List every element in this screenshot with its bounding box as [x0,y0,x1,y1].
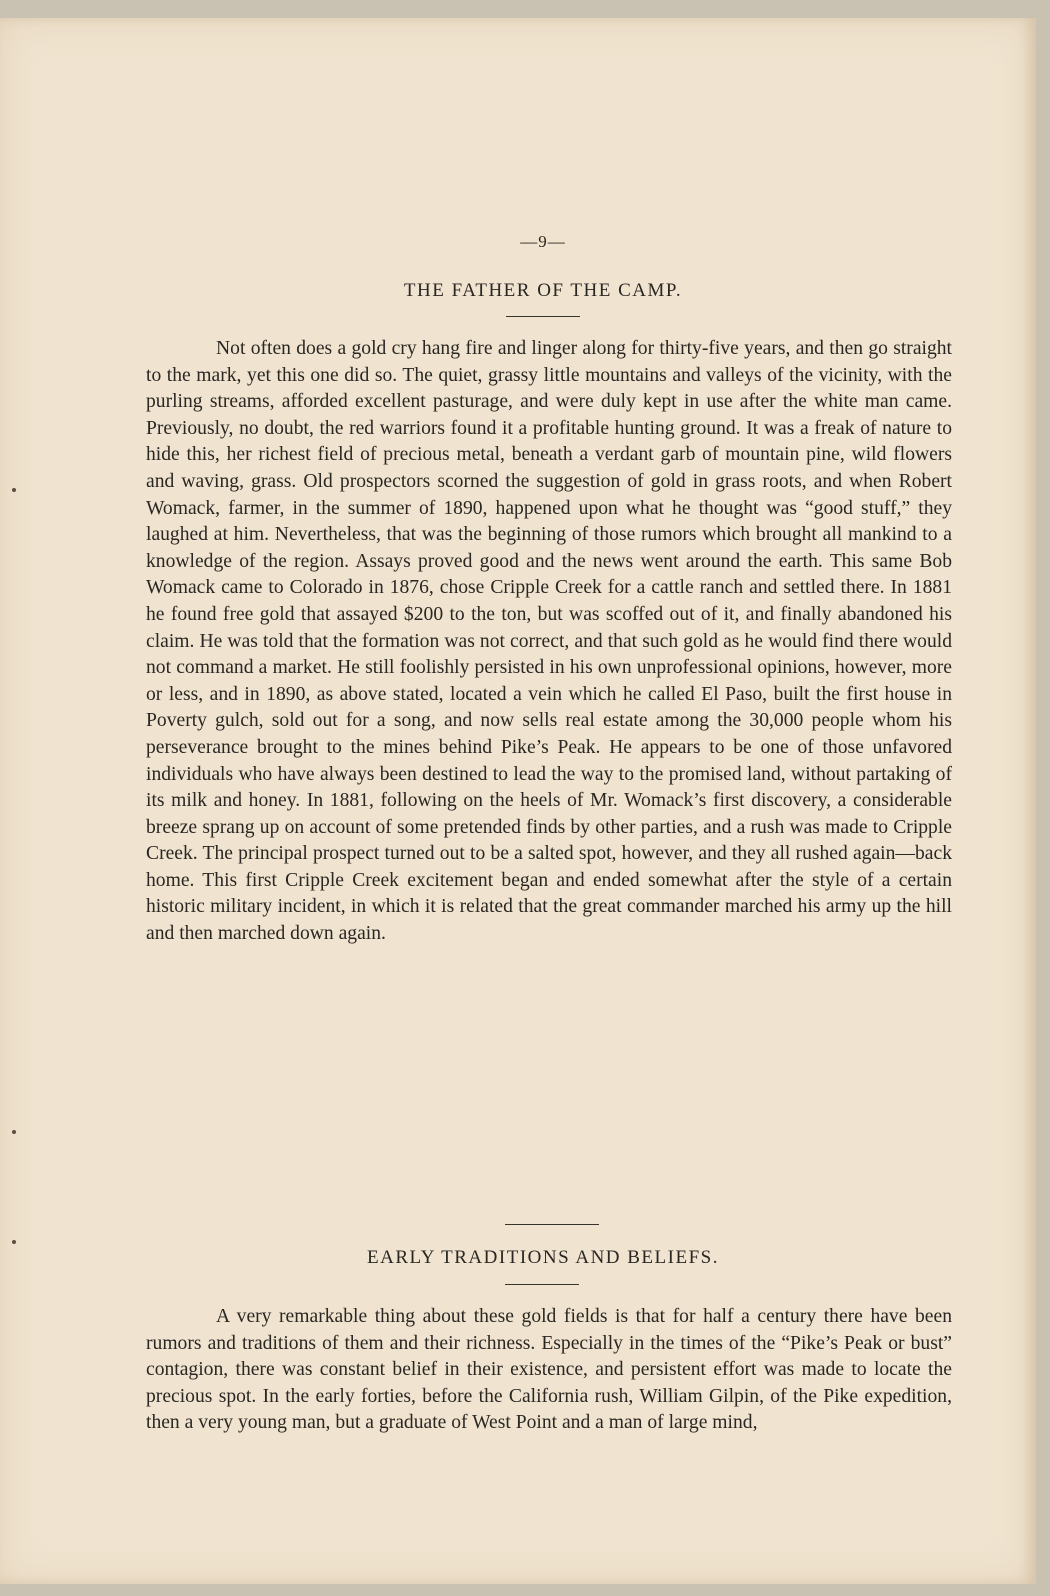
heading-rule [505,1284,579,1285]
binding-hole-mark [12,1130,16,1134]
binding-hole-mark [12,488,16,492]
section-divider-rule [505,1224,599,1225]
paragraph-father-of-camp: Not often does a gold cry hang fire and linger along for thirty-five years, and then go straight to the mark, yet this one did so. The quiet, grassy little mountains and valleys of the vicinity, with the purling streams, afforded excellent pasturage, and were duly kept in use after the white man came. Previously, no doubt, the red warriors found it a profitable hunting ground. It was a freak of nature to hide this, her richest field of precious metal, beneath a verdant garb of mountain pine, wild flowers and waving, grass. Old prospectors scorned the suggestion of gold in grass roots, and when Robert Womack, farmer, in the summer of 1890, happened upon what he thought was “good stuff,” they laughed at him. Nevertheless, that was the beginning of those rumors which brought all mankind to a knowledge of the region. Assays proved good and the news went around the earth. This same Bob Womack came to Colorado in 1876, chose Cripple Creek for a cattle ranch and settled there. In 1881 he found free gold that assayed $200 to the ton, but was scoffed out of it, and finally abandoned his claim. He was told that the formation was not correct, and that such gold as he would find there would not command a market. He still foolishly persisted in his own unprofessional opinions, however, more or less, and in 1890, as above stated, located a vein which he called El Paso, built the first house in Poverty gulch, sold out for a song, and now sells real estate among the 30,000 people whom his perseverance brought to the mines behind Pike’s Peak. He appears to be one of those unfavored individuals who have always been destined to lead the way to the promised land, without partaking of its milk and honey. In 1881, following on the heels of Mr. Womack’s first discovery, a considerable breeze sprang up on account of some pretended finds by other parties, and a rush was made to Cripple Creek. The principal prospect turned out to be a salted spot, however, and they all rushed again—back home. This first Cripple Creek excitement began and ended somewhat after the style of a certain historic military incident, in which it is related that the great commander marched his army up the hill and then marched down again. [146,338,952,945]
section-heading-father-of-camp: THE FATHER OF THE CAMP. [403,280,683,301]
heading-rule [506,316,580,317]
section-heading-early-traditions: EARLY TRADITIONS AND BELIEFS. [367,1247,719,1268]
paragraph-early-traditions: A very remarkable thing about these gold fields is that for half a century there have been rumors and traditions of them and their richness. Especially in the times of the “Pike’s Peak or bust” contagion, there was constant belief in their existence, and persistent effort was made to locate the precious spot. In the early forties, before the California rush, William Gilpin, of the Pike expedition, then a very young man, but a graduate of West Point and a man of large mind, [146,1306,952,1434]
page-number: —9— [520,232,566,251]
binding-hole-mark [12,1240,16,1244]
book-page [0,18,1036,1584]
